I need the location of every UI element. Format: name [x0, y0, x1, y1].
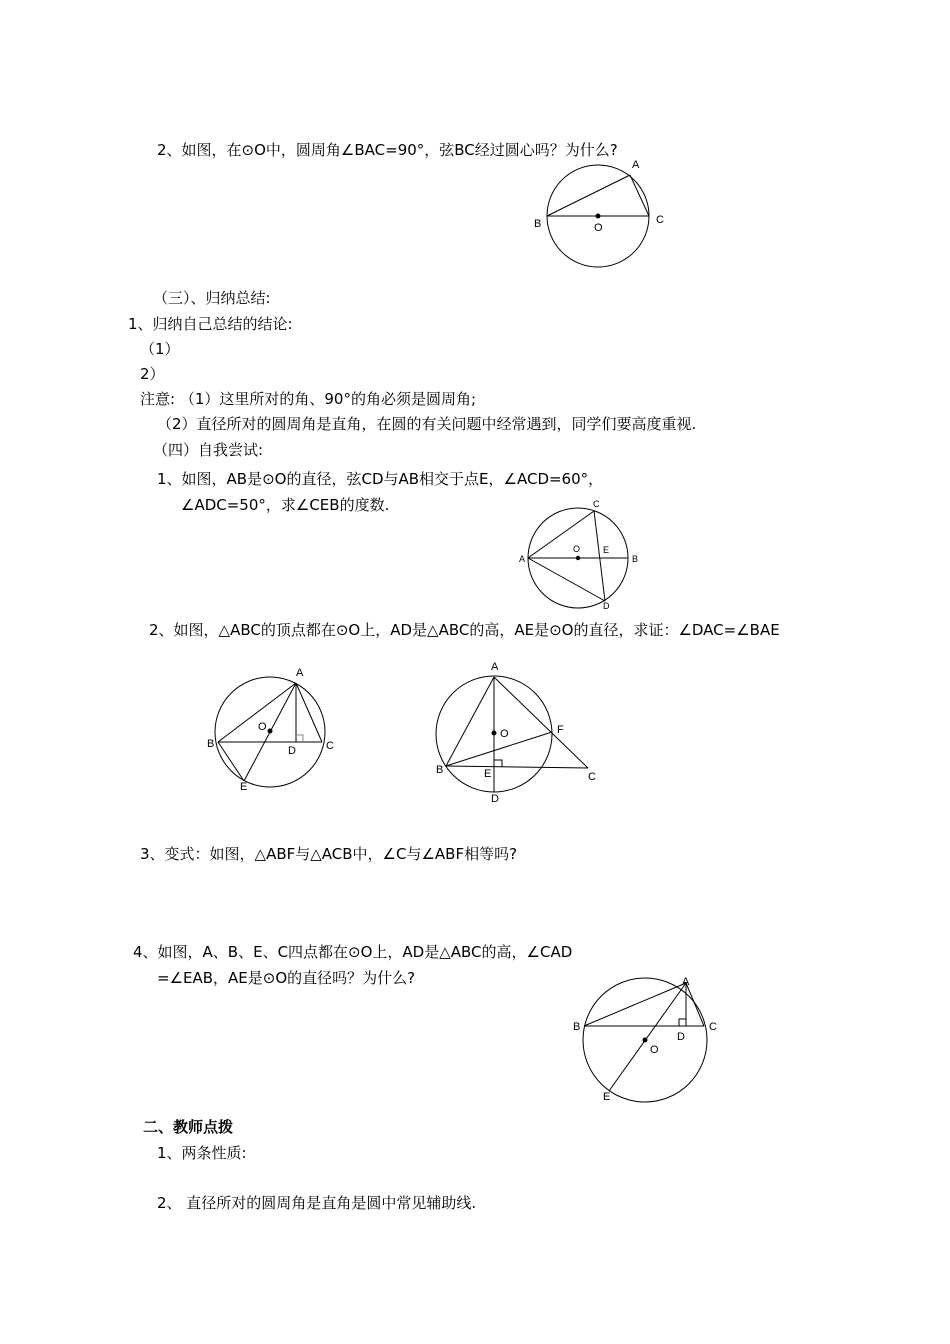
section-3-title: （三）、归纳总结: — [153, 289, 271, 307]
label-b: B — [534, 218, 542, 230]
label-c: C — [656, 214, 664, 226]
conclusion-2: 2） — [140, 365, 165, 383]
segment-be — [218, 742, 244, 781]
label-a: A — [519, 554, 526, 564]
label-o: O — [500, 728, 509, 740]
label-a: A — [682, 976, 690, 988]
label-a: A — [296, 667, 304, 679]
figure-circle-ab-cd — [515, 495, 645, 615]
chord-ac — [528, 511, 594, 558]
exercise-2-text: 2、如图，△ABC的顶点都在⊙O上，AD是△ABC的高，AE是⊙O的直径，求证：∠DAC=∠BAE — [149, 621, 780, 639]
label-e: E — [240, 781, 248, 793]
center-dot — [643, 1038, 648, 1043]
label-b: B — [632, 554, 639, 564]
section-3-item-1: 1、归纳自己总结的结论: — [128, 315, 293, 333]
label-a: A — [632, 159, 640, 171]
exercise-3-text: 3、变式：如图，△ABF与△ACB中，∠C与∠ABF相等吗? — [140, 845, 518, 863]
center-dot — [268, 729, 273, 734]
label-b: B — [207, 738, 215, 750]
label-e: E — [603, 545, 610, 555]
label-o: O — [594, 222, 603, 234]
exercise-4-line-2: =∠EAB，AE是⊙O的直径吗？为什么? — [157, 969, 416, 987]
segment-ac — [296, 683, 322, 742]
label-o: O — [650, 1044, 659, 1056]
label-b: B — [573, 1021, 581, 1033]
note-line-2: （2）直径所对的圆周角是直角，在圆的有关问题中经常遇到，同学们要高度重视. — [157, 415, 697, 433]
label-d: D — [288, 745, 296, 757]
figure-circle-bac — [530, 155, 670, 275]
label-o: O — [573, 544, 581, 554]
figure-triangle-altitude-diameter — [200, 660, 350, 800]
exercise-1-line-2: ∠ADC=50°，求∠CEB的度数. — [181, 496, 390, 514]
label-c: C — [709, 1021, 717, 1033]
center-dot — [576, 556, 580, 560]
center-dot — [492, 731, 497, 736]
label-e: E — [484, 768, 492, 780]
label-d: D — [491, 793, 499, 805]
exercise-4-line-1: 4、如图，A、B、E、C四点都在⊙O上，AD是△ABC的高，∠CAD — [133, 943, 573, 961]
right-angle-mark — [494, 760, 502, 767]
right-angle-mark — [296, 735, 303, 742]
chord-ac — [630, 175, 649, 216]
teacher-item-2: 2、 直径所对的圆周角是直角是圆中常见辅助线. — [157, 1194, 477, 1212]
figure-triangle-extended — [430, 658, 610, 808]
segment-ac — [686, 983, 704, 1026]
segment-ab — [218, 683, 296, 742]
teacher-section-title: 二、教师点拨 — [143, 1118, 234, 1136]
teacher-item-1: 1、两条性质: — [157, 1144, 247, 1162]
label-d: D — [603, 601, 610, 611]
label-a: A — [491, 661, 499, 673]
section-4-title: （四）自我尝试: — [153, 441, 264, 459]
chord-cd — [594, 511, 605, 601]
label-f: F — [557, 724, 564, 736]
center-dot — [596, 214, 601, 219]
figure-abec-circle — [565, 970, 725, 1105]
segment-ac — [494, 677, 588, 768]
label-e: E — [603, 1091, 611, 1103]
segment-bc — [446, 766, 588, 768]
right-angle-mark — [679, 1019, 686, 1026]
label-b: B — [436, 764, 444, 776]
note-line-1: 注意: （1）这里所对的角、90°的角必须是圆周角; — [140, 390, 477, 408]
chord-ad — [528, 558, 605, 601]
label-d: D — [677, 1031, 685, 1043]
label-c: C — [588, 771, 596, 783]
label-o: O — [258, 721, 267, 733]
chord-ab — [547, 175, 630, 216]
exercise-1-line-1: 1、如图，AB是⊙O的直径，弦CD与AB相交于点E，∠ACD=60°， — [157, 470, 604, 488]
conclusion-1: （1） — [140, 340, 180, 358]
label-c: C — [326, 740, 334, 752]
label-c: C — [593, 499, 600, 509]
question-2-text: 2、如图，在⊙O中，圆周角∠BAC=90°，弦BC经过圆心吗？为什么? — [157, 141, 618, 159]
